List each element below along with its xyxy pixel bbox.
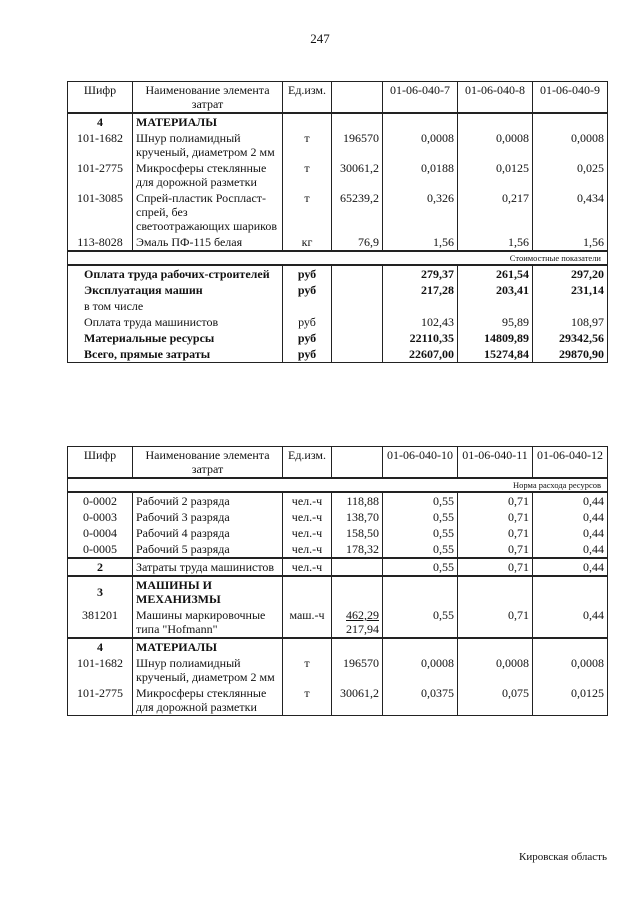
row-name: Эмаль ПФ-115 белая — [133, 234, 283, 251]
row-name: Рабочий 5 разряда — [133, 541, 283, 558]
header-unit: Ед.изм. — [283, 82, 332, 114]
row-value-3: 1,56 — [533, 234, 608, 251]
row-price: 30061,2 — [332, 685, 383, 716]
cost-row — [68, 346, 608, 363]
row-value-1: 0,0008 — [383, 655, 458, 685]
row-value-2: 0,71 — [458, 525, 533, 541]
group-row — [68, 638, 608, 655]
row-code: 101-2775 — [68, 685, 133, 716]
group-code: 4 — [68, 113, 133, 130]
row-price — [332, 607, 383, 638]
row-unit: чел.-ч — [283, 509, 332, 525]
cost-unit: руб — [283, 346, 332, 363]
row-unit: т — [283, 190, 332, 234]
row-price: 65239,2 — [332, 190, 383, 234]
cost-value-1: 22110,35 — [383, 330, 458, 346]
row-code: 381201 — [68, 607, 133, 638]
row-name: Машины маркировочные типа "Hofmann" — [133, 607, 283, 638]
row-value-1: 0,0188 — [383, 160, 458, 190]
cost-unit: руб — [283, 314, 332, 330]
cost-value-3: 297,20 — [533, 265, 608, 282]
row-value-1: 0,55 — [383, 541, 458, 558]
row-value-1: 0,55 — [383, 509, 458, 525]
section-label-row — [68, 478, 608, 492]
row-value-1: 0,55 — [383, 558, 458, 576]
group-code: 3 — [68, 576, 133, 607]
row-price: 196570 — [332, 130, 383, 160]
cost-row — [68, 330, 608, 346]
cost-value-1: 279,37 — [383, 265, 458, 282]
row-value-3: 0,0008 — [533, 130, 608, 160]
row-code: 101-1682 — [68, 130, 133, 160]
header-col-2: 01-06-040-8 — [458, 82, 533, 114]
cost-row — [68, 298, 608, 314]
header-col-2: 01-06-040-11 — [458, 447, 533, 479]
row-code: 101-2775 — [68, 160, 133, 190]
footer-region: Кировская область — [518, 851, 607, 863]
row-value-2: 0,71 — [458, 492, 533, 509]
page-number: 247 — [310, 31, 330, 46]
cost-unit: руб — [283, 282, 332, 298]
row-unit: т — [283, 685, 332, 716]
row-value-1: 1,56 — [383, 234, 458, 251]
row-value-3: 0,44 — [533, 541, 608, 558]
cost-name: Всего, прямые затраты — [68, 346, 283, 363]
cost-value-3: 108,97 — [533, 314, 608, 330]
row-unit: чел.-ч — [283, 541, 332, 558]
table-header — [68, 82, 608, 114]
cost-row — [68, 314, 608, 330]
row-code: 0-0002 — [68, 492, 133, 509]
row-value-3: 0,44 — [533, 509, 608, 525]
row-value-2: 0,075 — [458, 685, 533, 716]
price-bottom: 217,94 — [346, 622, 379, 636]
table-header — [68, 447, 608, 479]
section-label: Норма расхода ресурсов — [68, 478, 608, 492]
labor-row — [68, 558, 608, 576]
header-col-3: 01-06-040-12 — [533, 447, 608, 479]
table-row — [68, 190, 608, 234]
cost-name: Материальные ресурсы — [68, 330, 283, 346]
row-unit: т — [283, 655, 332, 685]
header-unit: Ед.изм. — [283, 447, 332, 479]
row-value-1: 0,55 — [383, 492, 458, 509]
row-name: Микросферы стеклянные для дорожной разметки — [133, 160, 283, 190]
row-code: 2 — [68, 558, 133, 576]
row-unit: т — [283, 160, 332, 190]
group-code: 4 — [68, 638, 133, 655]
row-value-1: 0,55 — [383, 607, 458, 638]
row-value-3: 0,44 — [533, 558, 608, 576]
header-price — [332, 82, 383, 114]
row-value-3: 0,0125 — [533, 685, 608, 716]
table-row — [68, 607, 608, 638]
row-value-2: 1,56 — [458, 234, 533, 251]
row-name: Шнур полиамидный крученый, диаметром 2 мм — [133, 130, 283, 160]
cost-unit: руб — [283, 265, 332, 282]
table-row — [68, 130, 608, 160]
table-row — [68, 525, 608, 541]
row-price: 178,32 — [332, 541, 383, 558]
row-code: 113-8028 — [68, 234, 133, 251]
row-value-2: 0,0008 — [458, 130, 533, 160]
group-name: МАШИНЫ И МЕХАНИЗМЫ — [133, 576, 283, 607]
row-name: Рабочий 4 разряда — [133, 525, 283, 541]
row-price: 118,88 — [332, 492, 383, 509]
group-name: МАТЕРИАЛЫ — [133, 113, 283, 130]
cost-value-2: 15274,84 — [458, 346, 533, 363]
row-price: 196570 — [332, 655, 383, 685]
row-unit: маш.-ч — [283, 607, 332, 638]
row-name: Микросферы стеклянные для дорожной разметки — [133, 685, 283, 716]
cost-value-3: 29342,56 — [533, 330, 608, 346]
row-unit: чел.-ч — [283, 525, 332, 541]
cost-unit: руб — [283, 330, 332, 346]
row-value-2: 0,71 — [458, 541, 533, 558]
row-value-1: 0,0008 — [383, 130, 458, 160]
row-value-3: 0,0008 — [533, 655, 608, 685]
cost-value-1: 22607,00 — [383, 346, 458, 363]
cost-name: Эксплуатация машин — [68, 282, 283, 298]
price-top: 462,29 — [346, 608, 379, 622]
resource-table-1 — [67, 81, 608, 363]
row-value-2: 0,71 — [458, 607, 533, 638]
row-value-3: 0,44 — [533, 525, 608, 541]
row-price: 138,70 — [332, 509, 383, 525]
row-value-1: 0,55 — [383, 525, 458, 541]
cost-value-1: 217,28 — [383, 282, 458, 298]
cost-value-2: 14809,89 — [458, 330, 533, 346]
group-name: МАТЕРИАЛЫ — [133, 638, 283, 655]
table-row — [68, 234, 608, 251]
header-name: Наименование элемента затрат — [133, 82, 283, 114]
header-code: Шифр — [68, 82, 133, 114]
row-code: 0-0003 — [68, 509, 133, 525]
cost-name: в том числе — [68, 298, 283, 314]
resource-table-2 — [67, 446, 608, 716]
row-code: 101-1682 — [68, 655, 133, 685]
row-name: Спрей-пластик Роспласт-спрей, без светоотражающих шариков — [133, 190, 283, 234]
header-col-3: 01-06-040-9 — [533, 82, 608, 114]
row-value-3: 0,434 — [533, 190, 608, 234]
row-price: 30061,2 — [332, 160, 383, 190]
cost-value-2: 95,89 — [458, 314, 533, 330]
header-name: Наименование элемента затрат — [133, 447, 283, 479]
row-unit: кг — [283, 234, 332, 251]
row-name: Затраты труда машинистов — [133, 558, 283, 576]
row-value-2: 0,71 — [458, 509, 533, 525]
header-col-1: 01-06-040-7 — [383, 82, 458, 114]
table-row — [68, 541, 608, 558]
row-name: Рабочий 3 разряда — [133, 509, 283, 525]
cost-value-3: 231,14 — [533, 282, 608, 298]
cost-value-3: 29870,90 — [533, 346, 608, 363]
cost-value-2: 203,41 — [458, 282, 533, 298]
row-value-2: 0,0008 — [458, 655, 533, 685]
row-value-1: 0,326 — [383, 190, 458, 234]
table-row — [68, 160, 608, 190]
row-unit: т — [283, 130, 332, 160]
table-row — [68, 492, 608, 509]
cost-row — [68, 282, 608, 298]
row-unit: чел.-ч — [283, 492, 332, 509]
group-row — [68, 576, 608, 607]
row-value-3: 0,025 — [533, 160, 608, 190]
row-name: Шнур полиамидный крученый, диаметром 2 мм — [133, 655, 283, 685]
row-code: 101-3085 — [68, 190, 133, 234]
row-value-1: 0,0375 — [383, 685, 458, 716]
row-value-3: 0,44 — [533, 492, 608, 509]
row-value-2: 0,71 — [458, 558, 533, 576]
row-value-2: 0,0125 — [458, 160, 533, 190]
cost-value-1: 102,43 — [383, 314, 458, 330]
section-label-row — [68, 251, 608, 265]
cost-name: Оплата труда машинистов — [68, 314, 283, 330]
header-col-1: 01-06-040-10 — [383, 447, 458, 479]
header-code: Шифр — [68, 447, 133, 479]
table-row — [68, 655, 608, 685]
row-value-3: 0,44 — [533, 607, 608, 638]
cost-value-2: 261,54 — [458, 265, 533, 282]
row-unit: чел.-ч — [283, 558, 332, 576]
row-code: 0-0004 — [68, 525, 133, 541]
row-name: Рабочий 2 разряда — [133, 492, 283, 509]
table-row — [68, 509, 608, 525]
cost-row — [68, 265, 608, 282]
row-code: 0-0005 — [68, 541, 133, 558]
table-row — [68, 685, 608, 716]
row-price: 158,50 — [332, 525, 383, 541]
row-price: 76,9 — [332, 234, 383, 251]
header-price — [332, 447, 383, 479]
row-value-2: 0,217 — [458, 190, 533, 234]
cost-name: Оплата труда рабочих-строителей — [68, 265, 283, 282]
group-row — [68, 113, 608, 130]
section-label: Стоимостные показатели — [68, 251, 608, 265]
